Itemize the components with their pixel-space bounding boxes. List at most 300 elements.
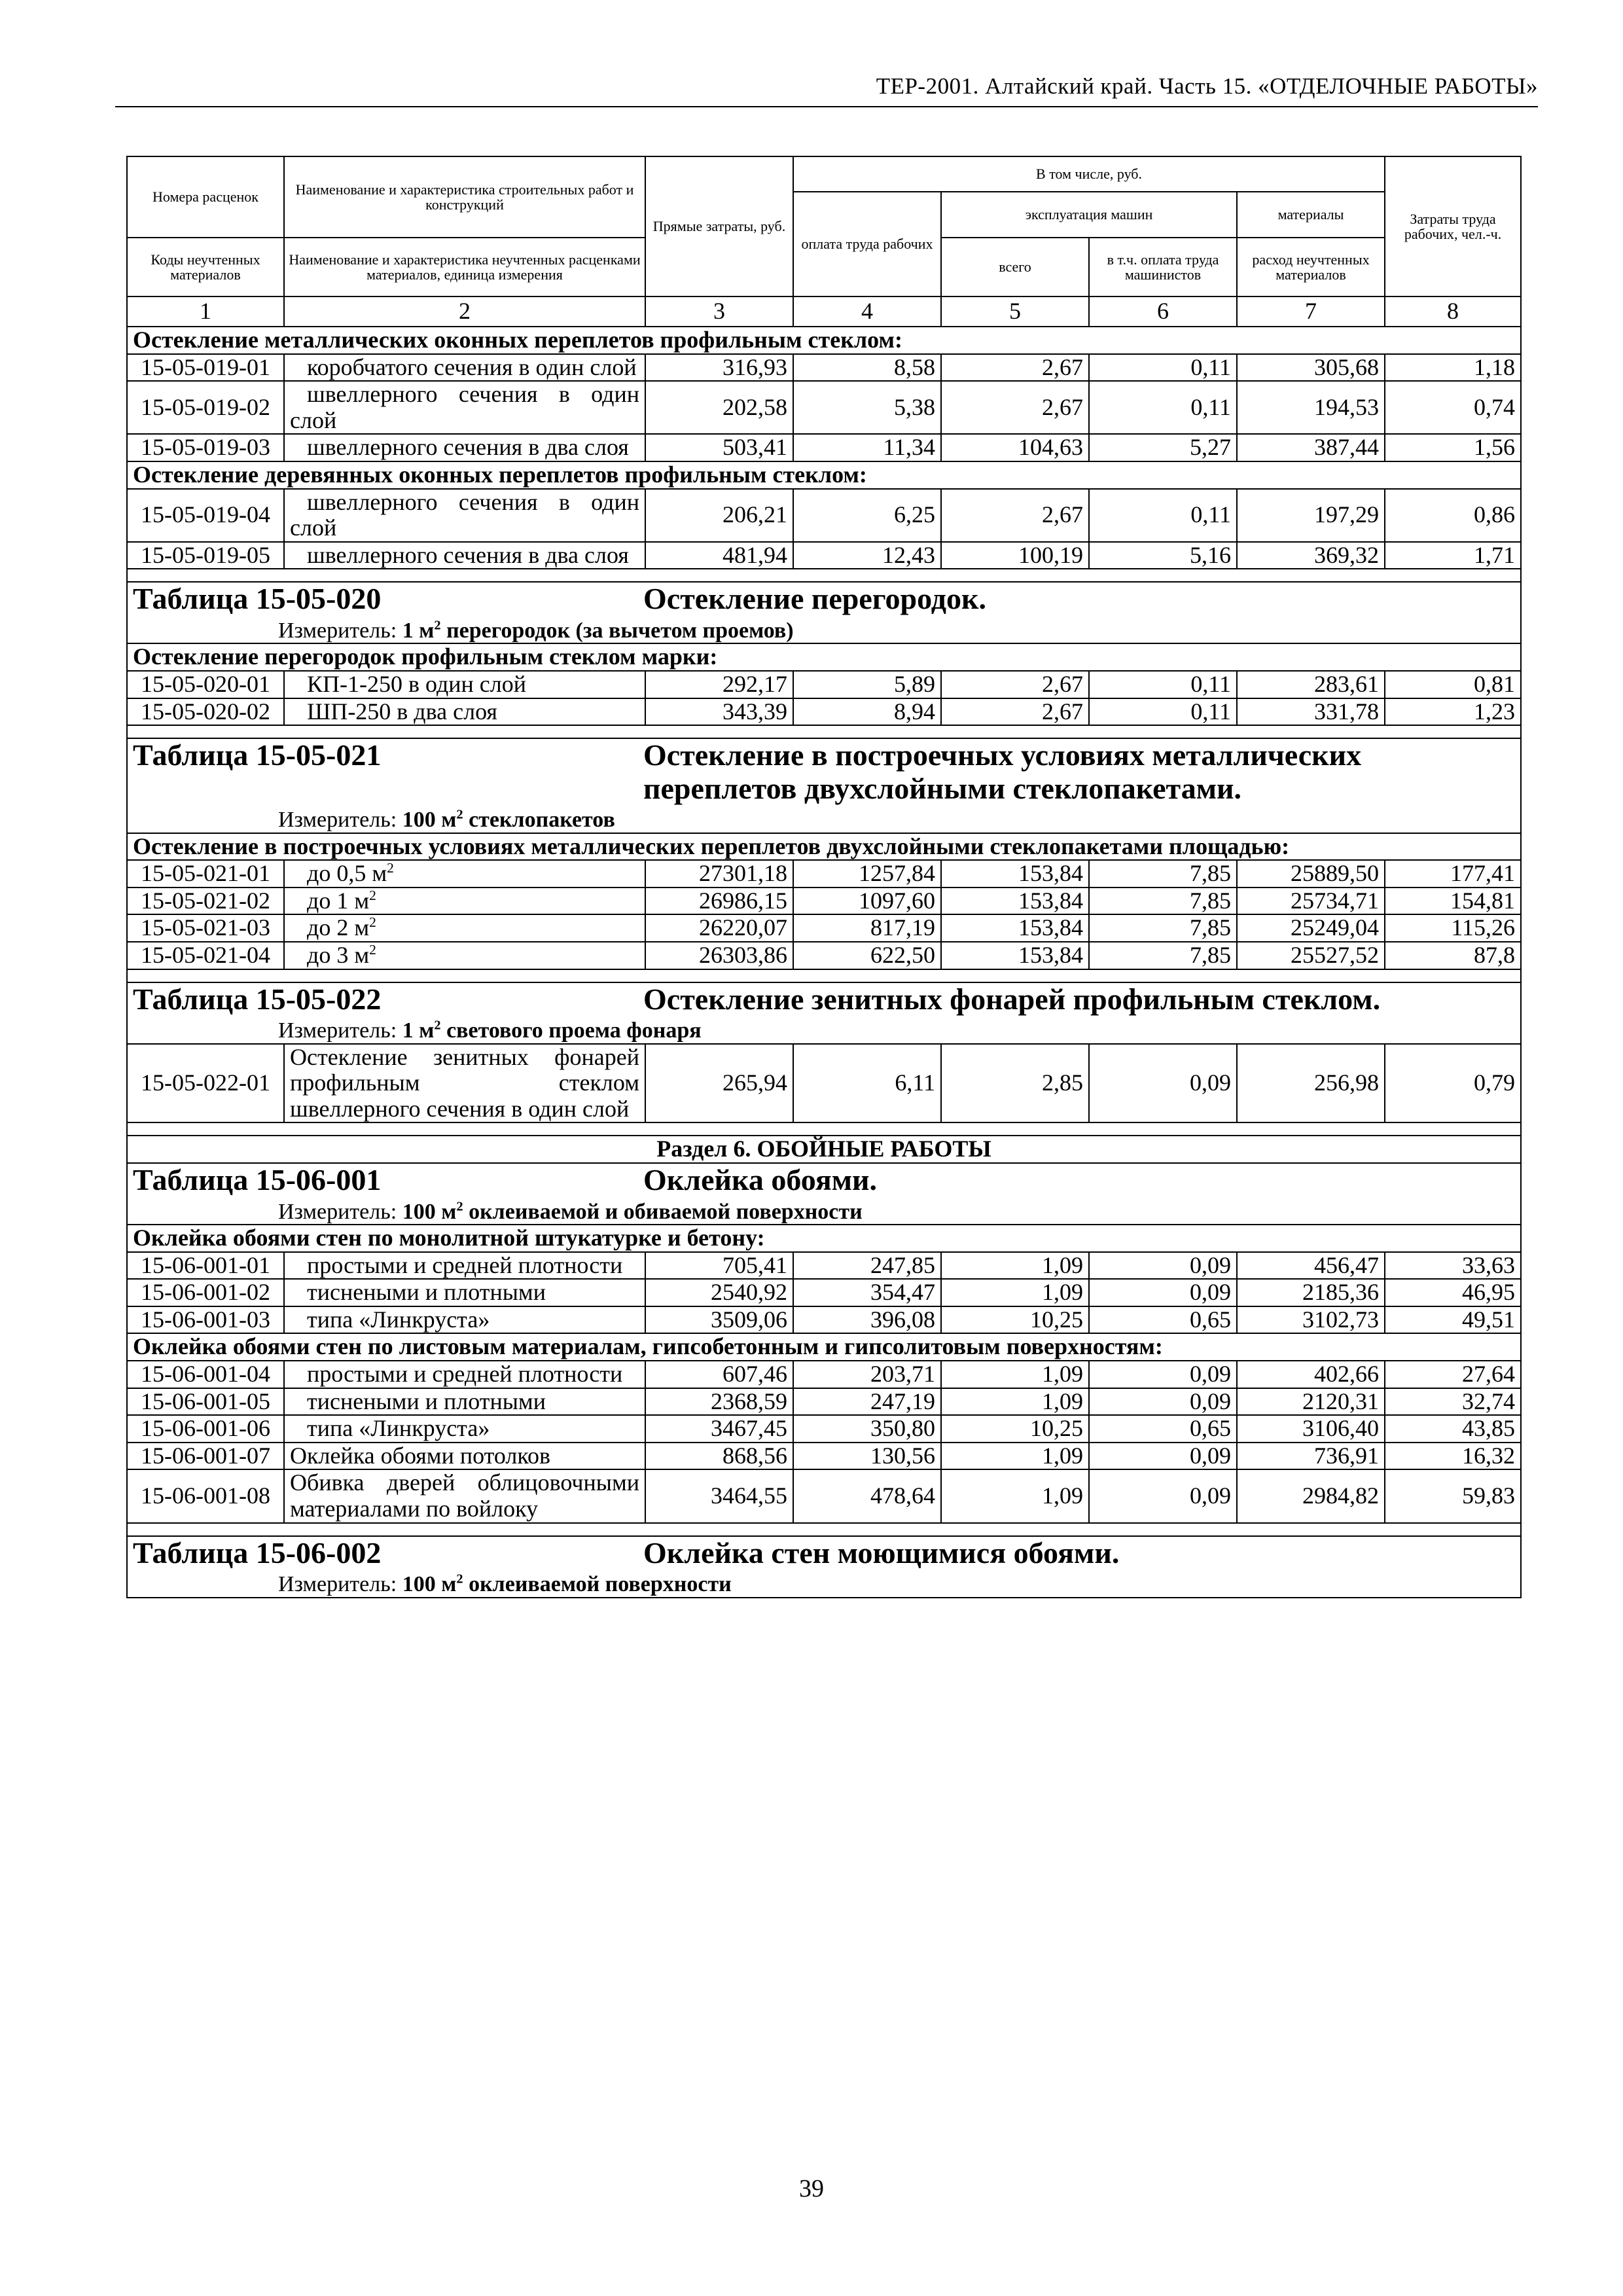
direct-cost: 206,21 <box>645 489 793 542</box>
work-name-text: швеллерного сечения в два слоя <box>307 434 629 461</box>
machinist-pay: 5,27 <box>1089 434 1237 461</box>
labor-hours: 33,63 <box>1385 1252 1521 1280</box>
table-number: Таблица 15-05-022 <box>133 982 382 1016</box>
materials-cost: 25734,71 <box>1237 888 1385 915</box>
work-name-text: простыми и средней плотности <box>307 1360 623 1387</box>
table-row <box>127 1306 1521 1334</box>
work-name <box>284 434 645 461</box>
table-row <box>127 542 1521 569</box>
machines-total: 2,67 <box>941 489 1089 542</box>
col-head-name-bottom: Наименование и характеристика неучтенных расценками материалов, единица измерения <box>284 238 645 296</box>
materials-cost: 402,66 <box>1237 1361 1385 1388</box>
direct-cost: 481,94 <box>645 542 793 569</box>
measure-amount: 100 м <box>402 1572 457 1597</box>
measure-label: Измеритель: <box>278 1199 402 1224</box>
work-name <box>284 381 645 434</box>
materials-cost: 331,78 <box>1237 698 1385 726</box>
rate-code: 15-05-019-04 <box>127 489 284 542</box>
rate-code: 15-05-021-02 <box>127 888 284 915</box>
labor-pay: 130,56 <box>793 1443 941 1470</box>
labor-hours: 87,8 <box>1385 942 1521 969</box>
machinist-pay: 0,65 <box>1089 1415 1237 1443</box>
table-row <box>127 1279 1521 1306</box>
table-row <box>127 489 1521 542</box>
group-heading-row <box>127 1225 1521 1252</box>
work-name-text: Оклейка обоями потолков <box>290 1442 551 1469</box>
measure-object: стеклопакетов <box>463 808 615 833</box>
labor-hours: 46,95 <box>1385 1279 1521 1306</box>
section-heading-row <box>127 1136 1521 1163</box>
direct-cost: 607,46 <box>645 1361 793 1388</box>
table-title: Остекление в построечных условиях металлических переплетов двухслойными стеклопакетами. <box>643 738 1362 805</box>
table-number: Таблица 15-06-002 <box>133 1535 382 1570</box>
machinist-pay: 0,09 <box>1089 1443 1237 1470</box>
header-row-1 <box>127 156 1521 192</box>
table-heading-row <box>127 982 1521 1044</box>
machines-total: 2,85 <box>941 1044 1089 1123</box>
table-title: Остекление перегородок. <box>643 582 987 616</box>
table-heading-line <box>133 1164 1515 1197</box>
labor-hours: 1,56 <box>1385 434 1521 461</box>
measure-object: оклеиваемой и обиваемой поверхности <box>463 1199 863 1224</box>
spacer <box>127 725 1521 738</box>
measure-power: 2 <box>434 618 441 633</box>
materials-cost: 25889,50 <box>1237 860 1385 888</box>
work-name <box>284 914 645 942</box>
table-heading-line <box>133 583 1515 616</box>
rate-code: 15-05-019-01 <box>127 354 284 382</box>
group-heading: Остекление металлических оконных переплетов профильным стеклом: <box>127 327 1521 354</box>
table-row <box>127 1443 1521 1470</box>
rate-code: 15-06-001-08 <box>127 1469 284 1522</box>
spacer <box>127 1523 1521 1536</box>
work-name-text: до 2 м <box>307 914 370 941</box>
group-heading: Остекление в построечных условиях металлических переплетов двухслойными стеклопакетами площадью: <box>127 833 1521 861</box>
direct-cost: 26220,07 <box>645 914 793 942</box>
table-title: Оклейка обоями. <box>643 1163 878 1197</box>
machinist-pay: 0,09 <box>1089 1361 1237 1388</box>
work-name <box>284 489 645 542</box>
machinist-pay: 0,09 <box>1089 1044 1237 1123</box>
measure-label: Измеритель: <box>278 808 402 833</box>
machinist-pay: 0,11 <box>1089 381 1237 434</box>
labor-hours: 177,41 <box>1385 860 1521 888</box>
running-header: ТЕР-2001. Алтайский край. Часть 15. «ОТДЕЛОЧНЫЕ РАБОТЫ» <box>876 73 1538 99</box>
table-row <box>127 942 1521 969</box>
col-number: 6 <box>1089 296 1237 327</box>
rate-code: 15-05-020-01 <box>127 671 284 698</box>
labor-hours: 0,81 <box>1385 671 1521 698</box>
header-rule <box>115 106 1538 107</box>
group-heading: Остекление перегородок профильным стеклом марки: <box>127 643 1521 671</box>
direct-cost: 26986,15 <box>645 888 793 915</box>
measure-value <box>402 1572 732 1596</box>
machines-total: 104,63 <box>941 434 1089 461</box>
col-number: 7 <box>1237 296 1385 327</box>
work-name-text: до 3 м <box>307 942 370 969</box>
table-row <box>127 1252 1521 1280</box>
work-name-text: тиснеными и плотными <box>307 1388 546 1414</box>
rate-code: 15-06-001-05 <box>127 1388 284 1416</box>
table-row <box>127 888 1521 915</box>
work-name-text: Обивка дверей облицовочными материалами по войлоку <box>290 1469 639 1522</box>
work-name <box>284 1279 645 1306</box>
measure-power: 2 <box>434 1018 441 1033</box>
work-name <box>284 1361 645 1388</box>
col-head-materials: материалы <box>1237 192 1385 238</box>
machinist-pay: 7,85 <box>1089 942 1237 969</box>
table-heading-row <box>127 1536 1521 1598</box>
machines-total: 10,25 <box>941 1306 1089 1334</box>
machinist-pay: 0,09 <box>1089 1469 1237 1522</box>
materials-cost: 305,68 <box>1237 354 1385 382</box>
section-title: Раздел 6. ОБОЙНЫЕ РАБОТЫ <box>127 1136 1521 1163</box>
labor-pay: 396,08 <box>793 1306 941 1334</box>
table-heading-row <box>127 1163 1521 1225</box>
col-number: 1 <box>127 296 284 327</box>
labor-pay: 5,89 <box>793 671 941 698</box>
table-heading-line <box>133 983 1515 1016</box>
group-heading-row <box>127 1333 1521 1361</box>
work-name-text: типа «Линкруста» <box>307 1415 490 1442</box>
table-title: Оклейка стен моющимися обоями. <box>643 1535 1120 1570</box>
direct-cost: 3464,55 <box>645 1469 793 1522</box>
col-number: 4 <box>793 296 941 327</box>
labor-pay: 8,58 <box>793 354 941 382</box>
col-number: 5 <box>941 296 1089 327</box>
rates-table <box>126 156 1522 1598</box>
machines-total: 100,19 <box>941 542 1089 569</box>
measure-label: Измеритель: <box>278 618 402 643</box>
column-number-row <box>127 296 1521 327</box>
table-row <box>127 381 1521 434</box>
group-heading-row <box>127 461 1521 489</box>
rate-code: 15-05-021-04 <box>127 942 284 969</box>
work-name <box>284 1415 645 1443</box>
direct-cost: 2540,92 <box>645 1279 793 1306</box>
materials-cost: 456,47 <box>1237 1252 1385 1280</box>
measure-power: 2 <box>456 807 463 822</box>
table-row <box>127 1044 1521 1123</box>
measure-amount: 1 м <box>402 618 435 643</box>
table-row <box>127 698 1521 726</box>
rate-code: 15-05-021-01 <box>127 860 284 888</box>
labor-hours: 0,74 <box>1385 381 1521 434</box>
measure-value <box>402 1200 863 1224</box>
rate-code: 15-05-021-03 <box>127 914 284 942</box>
labor-hours: 59,83 <box>1385 1469 1521 1522</box>
direct-cost: 2368,59 <box>645 1388 793 1416</box>
table-row <box>127 860 1521 888</box>
group-heading: Оклейка обоями стен по листовым материалам, гипсобетонным и гипсолитовым поверхностям: <box>127 1333 1521 1361</box>
materials-cost: 3102,73 <box>1237 1306 1385 1334</box>
measure-label: Измеритель: <box>278 1018 402 1043</box>
spacer <box>127 1122 1521 1136</box>
labor-pay: 1097,60 <box>793 888 941 915</box>
table-heading-row <box>127 582 1521 643</box>
table-number: Таблица 15-05-021 <box>133 738 382 772</box>
rate-code: 15-05-022-01 <box>127 1044 284 1123</box>
unit-power: 2 <box>387 860 394 876</box>
rate-code: 15-06-001-03 <box>127 1306 284 1334</box>
col-head-direct: Прямые затраты, руб. <box>645 156 793 296</box>
table-row <box>127 354 1521 382</box>
machines-total: 1,09 <box>941 1361 1089 1388</box>
materials-cost: 736,91 <box>1237 1443 1385 1470</box>
direct-cost: 316,93 <box>645 354 793 382</box>
rate-code: 15-06-001-04 <box>127 1361 284 1388</box>
rate-code: 15-05-020-02 <box>127 698 284 726</box>
materials-cost: 369,32 <box>1237 542 1385 569</box>
machines-total: 1,09 <box>941 1279 1089 1306</box>
spacer-row <box>127 969 1521 982</box>
machinist-pay: 0,11 <box>1089 354 1237 382</box>
work-name-text: до 1 м <box>307 887 370 914</box>
work-name-text: Остекление зенитных фонарей профильным стеклом швеллерного сечения в один слой <box>290 1043 639 1122</box>
direct-cost: 26303,86 <box>645 942 793 969</box>
table-row <box>127 1388 1521 1416</box>
materials-cost: 256,98 <box>1237 1044 1385 1123</box>
work-name-text: швеллерного сечения в один слой <box>290 488 639 541</box>
machines-total: 1,09 <box>941 1252 1089 1280</box>
machines-total: 153,84 <box>941 888 1089 915</box>
measure-unit <box>133 808 1515 832</box>
work-name <box>284 942 645 969</box>
unit-power: 2 <box>369 914 376 931</box>
rate-code: 15-06-001-07 <box>127 1443 284 1470</box>
spacer-row <box>127 569 1521 582</box>
table-heading <box>127 982 1521 1044</box>
table-row <box>127 671 1521 698</box>
table-row <box>127 1361 1521 1388</box>
direct-cost: 265,94 <box>645 1044 793 1123</box>
direct-cost: 202,58 <box>645 381 793 434</box>
direct-cost: 292,17 <box>645 671 793 698</box>
labor-hours: 43,85 <box>1385 1415 1521 1443</box>
machines-total: 1,09 <box>941 1388 1089 1416</box>
table-number: Таблица 15-06-001 <box>133 1163 382 1197</box>
work-name-text: простыми и средней плотности <box>307 1251 623 1278</box>
labor-hours: 115,26 <box>1385 914 1521 942</box>
col-head-labor: оплата труда рабочих <box>793 192 941 296</box>
work-name-text: ШП-250 в два слоя <box>307 698 497 725</box>
materials-cost: 2984,82 <box>1237 1469 1385 1522</box>
table-heading <box>127 1163 1521 1225</box>
machinist-pay: 5,16 <box>1089 542 1237 569</box>
machinist-pay: 0,65 <box>1089 1306 1237 1334</box>
work-name <box>284 542 645 569</box>
materials-cost: 194,53 <box>1237 381 1385 434</box>
labor-hours: 1,23 <box>1385 698 1521 726</box>
labor-pay: 5,38 <box>793 381 941 434</box>
work-name <box>284 1469 645 1522</box>
materials-cost: 197,29 <box>1237 489 1385 542</box>
measure-power: 2 <box>456 1571 463 1587</box>
labor-hours: 1,18 <box>1385 354 1521 382</box>
direct-cost: 705,41 <box>645 1252 793 1280</box>
table-row <box>127 914 1521 942</box>
rate-code: 15-05-019-02 <box>127 381 284 434</box>
spacer-row <box>127 1122 1521 1136</box>
group-heading-row <box>127 833 1521 861</box>
table-heading-row <box>127 738 1521 833</box>
work-name-text: швеллерного сечения в один слой <box>290 381 639 433</box>
measure-power: 2 <box>456 1199 463 1214</box>
work-name-text: тиснеными и плотными <box>307 1279 546 1306</box>
machinist-pay: 0,11 <box>1089 671 1237 698</box>
group-heading-row <box>127 327 1521 354</box>
machines-total: 1,09 <box>941 1443 1089 1470</box>
table-heading <box>127 1536 1521 1598</box>
group-heading: Оклейка обоями стен по монолитной штукатурке и бетону: <box>127 1225 1521 1252</box>
col-head-labor-cost: Затраты труда рабочих, чел.-ч. <box>1385 156 1521 296</box>
measure-value <box>402 1018 702 1043</box>
direct-cost: 868,56 <box>645 1443 793 1470</box>
machines-total: 153,84 <box>941 860 1089 888</box>
page-number: 39 <box>799 2175 824 2202</box>
spacer-row <box>127 1523 1521 1536</box>
labor-pay: 817,19 <box>793 914 941 942</box>
col-head-machines-total: всего <box>941 238 1089 296</box>
materials-cost: 387,44 <box>1237 434 1385 461</box>
work-name <box>284 1044 645 1123</box>
table-title: Остекление зенитных фонарей профильным стеклом. <box>643 982 1381 1016</box>
col-head-code-top: Номера расценок <box>127 156 284 238</box>
measure-unit <box>133 1200 1515 1224</box>
materials-cost: 3106,40 <box>1237 1415 1385 1443</box>
labor-pay: 6,11 <box>793 1044 941 1123</box>
machinist-pay: 0,09 <box>1089 1388 1237 1416</box>
materials-cost: 2185,36 <box>1237 1279 1385 1306</box>
table-heading <box>127 738 1521 833</box>
measure-amount: 100 м <box>402 1199 457 1224</box>
measure-value <box>402 619 794 643</box>
work-name-text: до 0,5 м <box>307 860 387 887</box>
machinist-pay: 7,85 <box>1089 914 1237 942</box>
work-name <box>284 671 645 698</box>
spacer-row <box>127 725 1521 738</box>
col-number: 8 <box>1385 296 1521 327</box>
direct-cost: 343,39 <box>645 698 793 726</box>
work-name <box>284 698 645 726</box>
labor-hours: 49,51 <box>1385 1306 1521 1334</box>
machinist-pay: 0,09 <box>1089 1279 1237 1306</box>
measure-amount: 100 м <box>402 808 457 833</box>
labor-pay: 247,19 <box>793 1388 941 1416</box>
col-head-name-top: Наименование и характеристика строительных работ и конструкций <box>284 156 645 238</box>
labor-pay: 8,94 <box>793 698 941 726</box>
table-row <box>127 434 1521 461</box>
spacer <box>127 569 1521 582</box>
rate-code: 15-05-019-03 <box>127 434 284 461</box>
machines-total: 2,67 <box>941 698 1089 726</box>
machines-total: 153,84 <box>941 914 1089 942</box>
labor-pay: 6,25 <box>793 489 941 542</box>
measure-unit <box>133 619 1515 643</box>
labor-pay: 11,34 <box>793 434 941 461</box>
machines-total: 10,25 <box>941 1415 1089 1443</box>
rate-code: 15-06-001-02 <box>127 1279 284 1306</box>
work-name <box>284 1443 645 1470</box>
spacer <box>127 969 1521 982</box>
col-head-machinist-pay: в т.ч. оплата труда машинистов <box>1089 238 1237 296</box>
rate-code: 15-05-019-05 <box>127 542 284 569</box>
table-heading-line <box>133 1537 1515 1570</box>
machinist-pay: 0,09 <box>1089 1252 1237 1280</box>
labor-hours: 0,86 <box>1385 489 1521 542</box>
col-head-machines: эксплуатация машин <box>941 192 1237 238</box>
measure-label: Измеритель: <box>278 1572 402 1597</box>
table-heading-line <box>133 739 1515 805</box>
machines-total: 153,84 <box>941 942 1089 969</box>
labor-pay: 622,50 <box>793 942 941 969</box>
materials-cost: 25527,52 <box>1237 942 1385 969</box>
materials-cost: 25249,04 <box>1237 914 1385 942</box>
work-name-text: типа «Линкруста» <box>307 1306 490 1333</box>
work-name <box>284 1306 645 1334</box>
measure-object: оклеиваемой поверхности <box>463 1572 732 1597</box>
labor-pay: 203,71 <box>793 1361 941 1388</box>
col-head-incl: В том числе, руб. <box>793 156 1385 192</box>
work-name-text: швеллерного сечения в два слоя <box>307 541 629 568</box>
labor-pay: 1257,84 <box>793 860 941 888</box>
unit-power: 2 <box>369 887 376 903</box>
table-heading <box>127 582 1521 643</box>
labor-pay: 350,80 <box>793 1415 941 1443</box>
materials-cost: 2120,31 <box>1237 1388 1385 1416</box>
work-name <box>284 888 645 915</box>
machinist-pay: 0,11 <box>1089 489 1237 542</box>
machines-total: 1,09 <box>941 1469 1089 1522</box>
direct-cost: 503,41 <box>645 434 793 461</box>
work-name <box>284 1252 645 1280</box>
machines-total: 2,67 <box>941 354 1089 382</box>
measure-unit <box>133 1018 1515 1043</box>
rate-code: 15-06-001-01 <box>127 1252 284 1280</box>
measure-unit <box>133 1572 1515 1596</box>
machines-total: 2,67 <box>941 671 1089 698</box>
work-name <box>284 354 645 382</box>
table-row <box>127 1415 1521 1443</box>
col-number: 2 <box>284 296 645 327</box>
labor-hours: 154,81 <box>1385 888 1521 915</box>
machinist-pay: 0,11 <box>1089 698 1237 726</box>
labor-pay: 247,85 <box>793 1252 941 1280</box>
materials-cost: 283,61 <box>1237 671 1385 698</box>
labor-hours: 1,71 <box>1385 542 1521 569</box>
direct-cost: 3509,06 <box>645 1306 793 1334</box>
labor-pay: 354,47 <box>793 1279 941 1306</box>
measure-value <box>402 808 615 832</box>
table-number: Таблица 15-05-020 <box>133 582 382 616</box>
work-name <box>284 1388 645 1416</box>
direct-cost: 27301,18 <box>645 860 793 888</box>
work-name <box>284 860 645 888</box>
unit-power: 2 <box>369 942 376 958</box>
work-name-text: КП-1-250 в один слой <box>307 670 527 697</box>
table-body <box>127 156 1521 1598</box>
labor-pay: 12,43 <box>793 542 941 569</box>
labor-hours: 27,64 <box>1385 1361 1521 1388</box>
group-heading: Остекление деревянных оконных переплетов профильным стеклом: <box>127 461 1521 489</box>
col-head-unaccounted: расход неучтенных материалов <box>1237 238 1385 296</box>
table-row <box>127 1469 1521 1522</box>
group-heading-row <box>127 643 1521 671</box>
direct-cost: 3467,45 <box>645 1415 793 1443</box>
labor-hours: 16,32 <box>1385 1443 1521 1470</box>
labor-pay: 478,64 <box>793 1469 941 1522</box>
labor-hours: 0,79 <box>1385 1044 1521 1123</box>
